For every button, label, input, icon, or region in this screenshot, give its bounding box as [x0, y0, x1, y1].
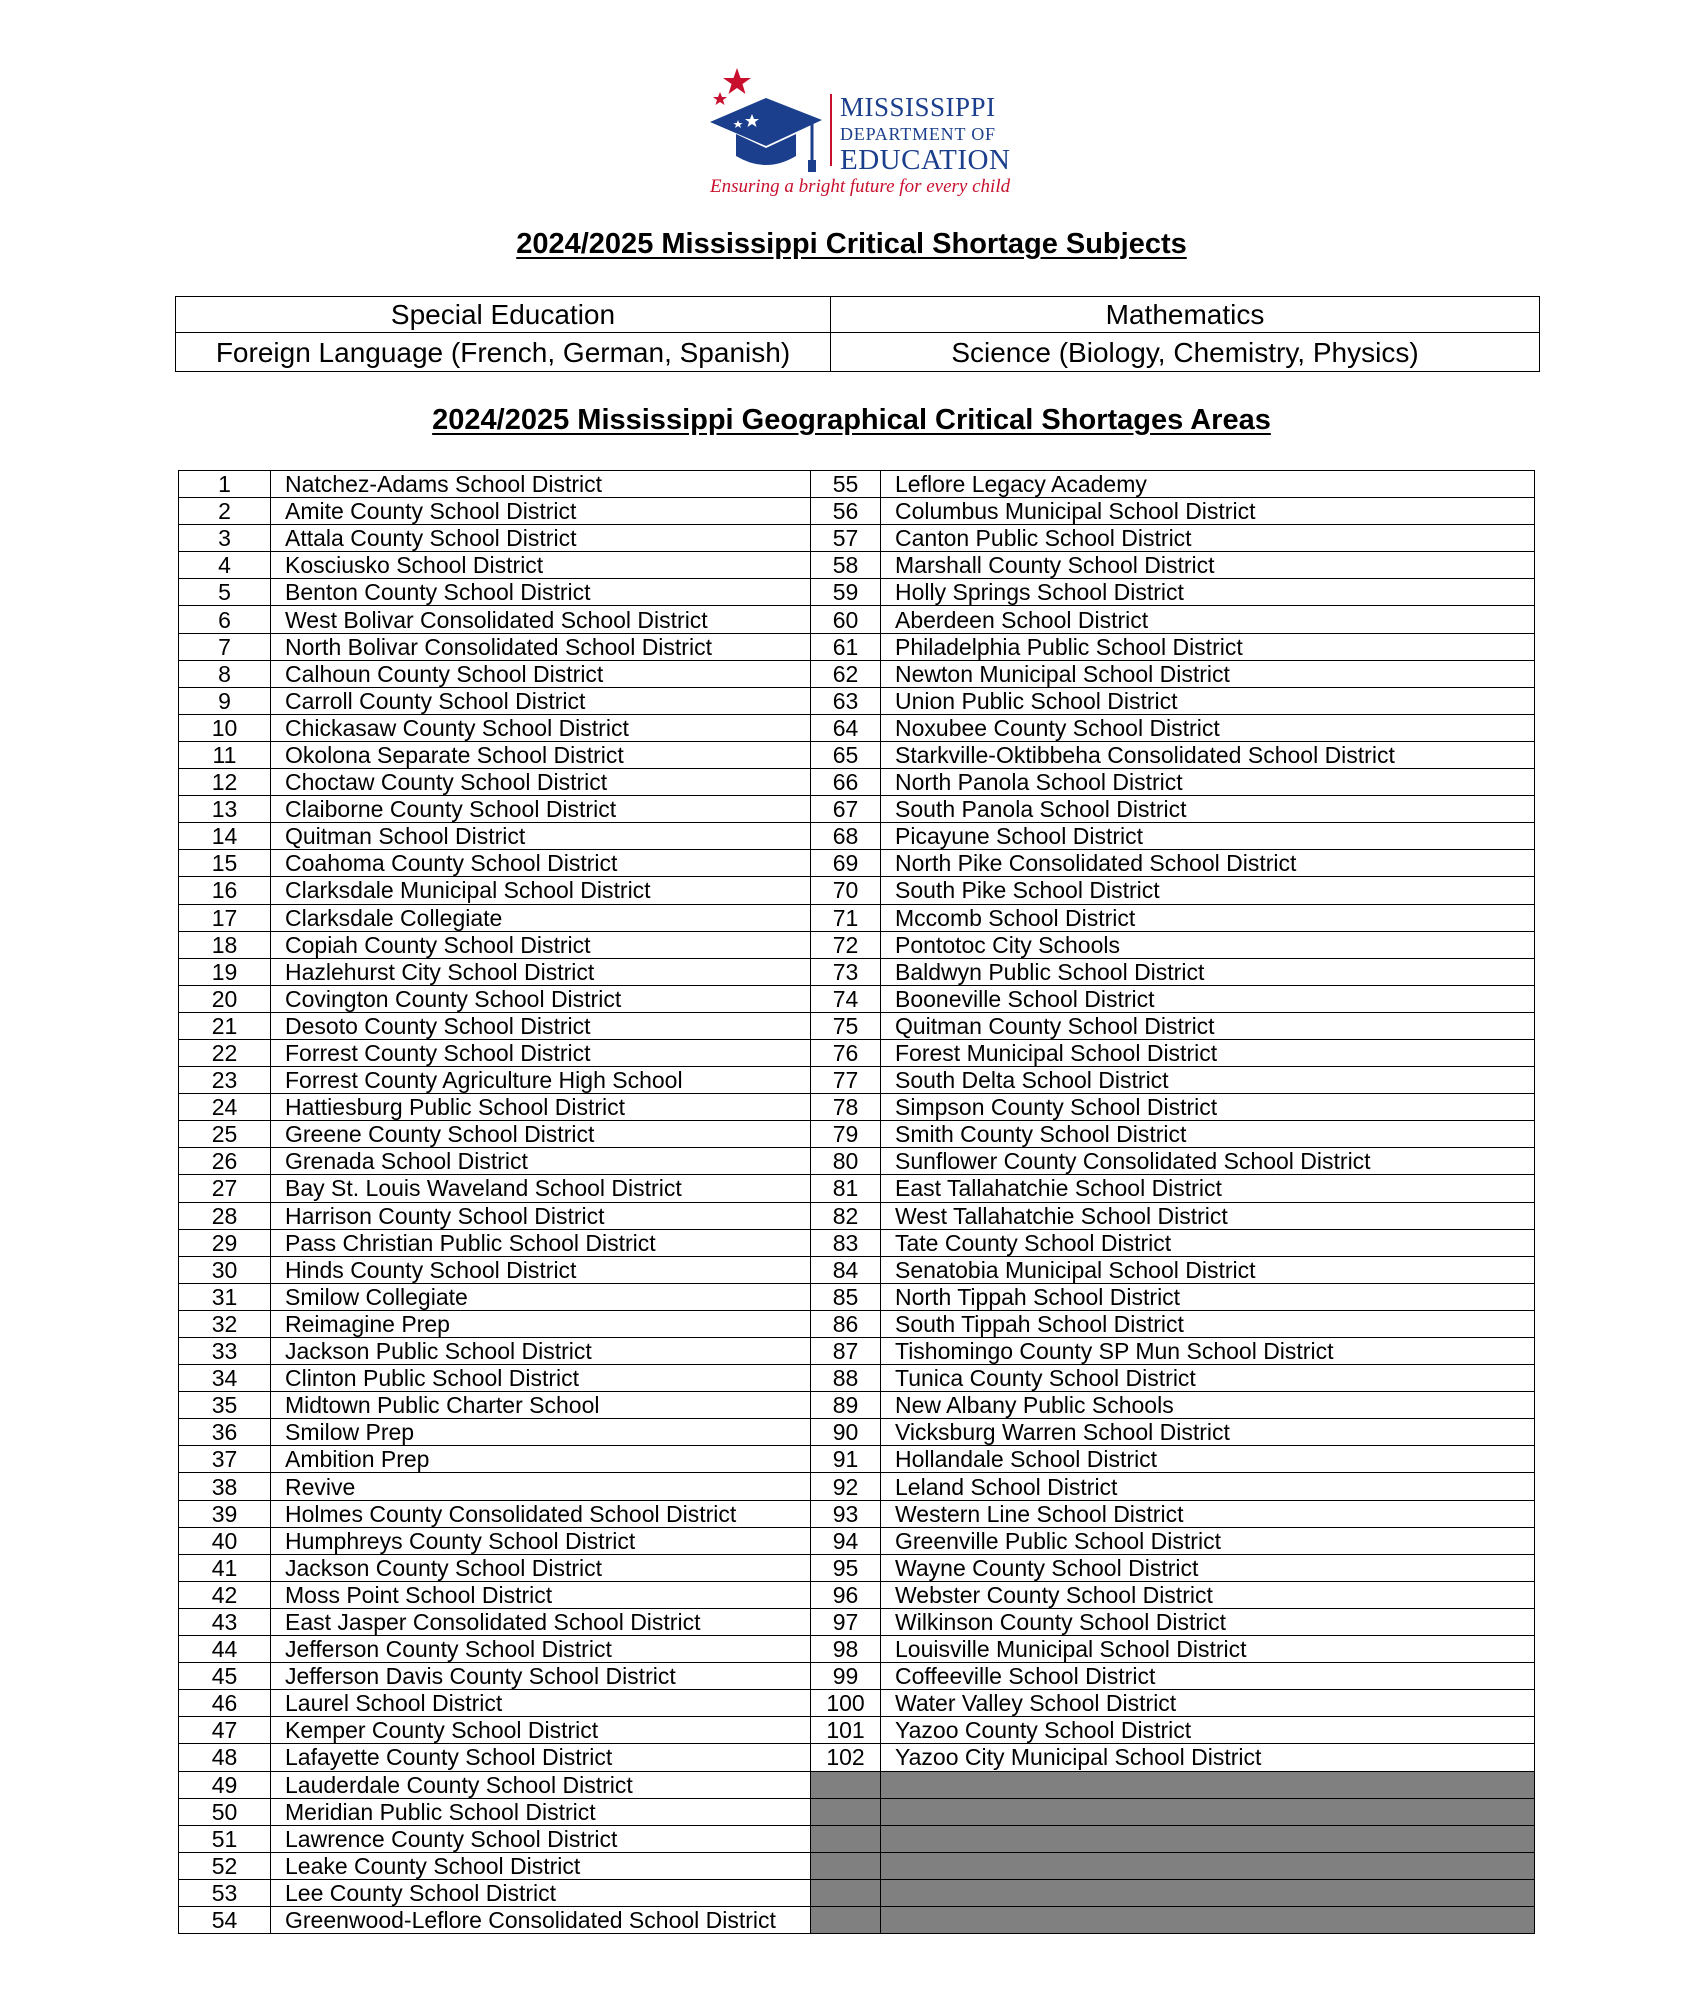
- district-name: Clarksdale Municipal School District: [271, 877, 811, 904]
- district-name: Natchez-Adams School District: [271, 471, 811, 498]
- table-row: [179, 1310, 1535, 1337]
- district-number: 52: [179, 1852, 271, 1879]
- district-name: Jackson County School District: [271, 1554, 811, 1581]
- district-name: Leake County School District: [271, 1852, 811, 1879]
- district-name: Hattiesburg Public School District: [271, 1094, 811, 1121]
- district-name: Booneville School District: [881, 985, 1535, 1012]
- district-number: 80: [811, 1148, 881, 1175]
- district-number: 58: [811, 552, 881, 579]
- table-row: [179, 1121, 1535, 1148]
- district-number: 82: [811, 1202, 881, 1229]
- district-number: 92: [811, 1473, 881, 1500]
- empty-cell: [881, 1852, 1535, 1879]
- district-name: Midtown Public Charter School: [271, 1392, 811, 1419]
- district-name: Quitman School District: [271, 823, 811, 850]
- district-name: Reimagine Prep: [271, 1310, 811, 1337]
- district-name: Leflore Legacy Academy: [881, 471, 1535, 498]
- table-row: [179, 1094, 1535, 1121]
- district-number: 27: [179, 1175, 271, 1202]
- table-row: [179, 1067, 1535, 1094]
- table-row: [179, 877, 1535, 904]
- district-name: Calhoun County School District: [271, 660, 811, 687]
- district-number: 60: [811, 606, 881, 633]
- district-number: 96: [811, 1581, 881, 1608]
- empty-cell: [811, 1852, 881, 1879]
- district-name: Greenville Public School District: [881, 1527, 1535, 1554]
- district-name: Union Public School District: [881, 687, 1535, 714]
- empty-cell: [811, 1798, 881, 1825]
- district-name: Coahoma County School District: [271, 850, 811, 877]
- district-number: 7: [179, 633, 271, 660]
- district-number: 67: [811, 796, 881, 823]
- subjects-heading: 2024/2025 Mississippi Critical Shortage Subjects: [516, 228, 1187, 260]
- subject-cell: Special Education: [176, 297, 831, 333]
- table-row: [179, 1744, 1535, 1771]
- district-number: 75: [811, 1012, 881, 1039]
- district-number: 68: [811, 823, 881, 850]
- district-name: Tishomingo County SP Mun School District: [881, 1338, 1535, 1365]
- table-row: [179, 931, 1535, 958]
- table-row: [179, 498, 1535, 525]
- district-number: 62: [811, 660, 881, 687]
- table-row: [179, 1771, 1535, 1798]
- district-name: Aberdeen School District: [881, 606, 1535, 633]
- district-number: 13: [179, 796, 271, 823]
- district-number: 19: [179, 958, 271, 985]
- district-name: Harrison County School District: [271, 1202, 811, 1229]
- district-name: Forest Municipal School District: [881, 1039, 1535, 1066]
- table-row: [179, 1338, 1535, 1365]
- district-name: Sunflower County Consolidated School District: [881, 1148, 1535, 1175]
- district-name: North Pike Consolidated School District: [881, 850, 1535, 877]
- district-number: 20: [179, 985, 271, 1012]
- district-number: 61: [811, 633, 881, 660]
- table-row: [179, 687, 1535, 714]
- district-number: 70: [811, 877, 881, 904]
- district-number: 4: [179, 552, 271, 579]
- district-number: 49: [179, 1771, 271, 1798]
- district-name: Holly Springs School District: [881, 579, 1535, 606]
- district-name: Benton County School District: [271, 579, 811, 606]
- table-row: [179, 1012, 1535, 1039]
- district-number: 71: [811, 904, 881, 931]
- table-row: [179, 1852, 1535, 1879]
- empty-cell: [881, 1771, 1535, 1798]
- district-number: 32: [179, 1310, 271, 1337]
- district-name: Simpson County School District: [881, 1094, 1535, 1121]
- district-number: 91: [811, 1446, 881, 1473]
- areas-heading: 2024/2025 Mississippi Geographical Critical Shortages Areas: [432, 404, 1271, 436]
- district-number: 74: [811, 985, 881, 1012]
- table-row: [179, 769, 1535, 796]
- table-row: [179, 1500, 1535, 1527]
- table-row: [179, 660, 1535, 687]
- district-name: Laurel School District: [271, 1690, 811, 1717]
- table-row: [179, 471, 1535, 498]
- district-number: 15: [179, 850, 271, 877]
- district-number: 30: [179, 1256, 271, 1283]
- district-number: 5: [179, 579, 271, 606]
- district-name: Meridian Public School District: [271, 1798, 811, 1825]
- district-name: West Bolivar Consolidated School District: [271, 606, 811, 633]
- district-number: 33: [179, 1338, 271, 1365]
- subject-cell: Science (Biology, Chemistry, Physics): [831, 333, 1540, 372]
- district-name: Moss Point School District: [271, 1581, 811, 1608]
- district-number: 10: [179, 714, 271, 741]
- district-name: Senatobia Municipal School District: [881, 1256, 1535, 1283]
- table-row: [179, 552, 1535, 579]
- table-row: [179, 1581, 1535, 1608]
- district-number: 63: [811, 687, 881, 714]
- table-row: [179, 1256, 1535, 1283]
- district-name: Smilow Prep: [271, 1419, 811, 1446]
- district-name: Kosciusko School District: [271, 552, 811, 579]
- star-icon: [723, 68, 751, 94]
- table-row: [179, 1446, 1535, 1473]
- district-name: South Tippah School District: [881, 1310, 1535, 1337]
- empty-cell: [811, 1879, 881, 1906]
- district-number: 57: [811, 525, 881, 552]
- district-name: Okolona Separate School District: [271, 741, 811, 768]
- district-name: Claiborne County School District: [271, 796, 811, 823]
- district-number: 48: [179, 1744, 271, 1771]
- district-name: Picayune School District: [881, 823, 1535, 850]
- district-number: 76: [811, 1039, 881, 1066]
- district-name: Mccomb School District: [881, 904, 1535, 931]
- district-number: 47: [179, 1717, 271, 1744]
- district-name: Copiah County School District: [271, 931, 811, 958]
- district-number: 28: [179, 1202, 271, 1229]
- district-name: Baldwyn Public School District: [881, 958, 1535, 985]
- district-number: 95: [811, 1554, 881, 1581]
- district-name: Jefferson County School District: [271, 1636, 811, 1663]
- district-name: North Bolivar Consolidated School District: [271, 633, 811, 660]
- district-number: 39: [179, 1500, 271, 1527]
- table-row: [179, 714, 1535, 741]
- table-row: [179, 1148, 1535, 1175]
- district-number: 11: [179, 741, 271, 768]
- district-number: 89: [811, 1392, 881, 1419]
- district-name: Smith County School District: [881, 1121, 1535, 1148]
- table-row: [179, 1039, 1535, 1066]
- district-name: Pontotoc City Schools: [881, 931, 1535, 958]
- district-name: Smilow Collegiate: [271, 1283, 811, 1310]
- district-number: 77: [811, 1067, 881, 1094]
- district-name: North Panola School District: [881, 769, 1535, 796]
- table-row: [179, 904, 1535, 931]
- logo-title-line2: DEPARTMENT OF: [840, 124, 996, 144]
- table-row: [179, 1392, 1535, 1419]
- table-row: [176, 297, 1540, 333]
- logo-divider: [830, 94, 832, 166]
- district-name: Carroll County School District: [271, 687, 811, 714]
- table-row: [179, 1202, 1535, 1229]
- district-number: 21: [179, 1012, 271, 1039]
- empty-cell: [811, 1906, 881, 1933]
- district-name: Holmes County Consolidated School District: [271, 1500, 811, 1527]
- district-number: 44: [179, 1636, 271, 1663]
- district-name: Wayne County School District: [881, 1554, 1535, 1581]
- table-row: [179, 796, 1535, 823]
- table-row: [179, 1419, 1535, 1446]
- district-name: Greene County School District: [271, 1121, 811, 1148]
- district-name: Revive: [271, 1473, 811, 1500]
- district-number: 87: [811, 1338, 881, 1365]
- district-name: Lauderdale County School District: [271, 1771, 811, 1798]
- table-row: [179, 525, 1535, 552]
- table-row: [179, 606, 1535, 633]
- district-name: Coffeeville School District: [881, 1663, 1535, 1690]
- district-number: 72: [811, 931, 881, 958]
- district-number: 17: [179, 904, 271, 931]
- district-name: Tunica County School District: [881, 1365, 1535, 1392]
- district-number: 84: [811, 1256, 881, 1283]
- district-name: Newton Municipal School District: [881, 660, 1535, 687]
- mde-logo: [708, 64, 1011, 204]
- district-name: Choctaw County School District: [271, 769, 811, 796]
- district-number: 88: [811, 1365, 881, 1392]
- district-name: North Tippah School District: [881, 1283, 1535, 1310]
- district-number: 51: [179, 1825, 271, 1852]
- district-number: 53: [179, 1879, 271, 1906]
- district-name: Leland School District: [881, 1473, 1535, 1500]
- district-number: 94: [811, 1527, 881, 1554]
- district-number: 64: [811, 714, 881, 741]
- subject-cell: Foreign Language (French, German, Spanish): [176, 333, 831, 372]
- district-number: 41: [179, 1554, 271, 1581]
- empty-cell: [881, 1798, 1535, 1825]
- table-row: [179, 823, 1535, 850]
- logo-title-line1: MISSISSIPPI: [840, 92, 996, 122]
- district-name: Hinds County School District: [271, 1256, 811, 1283]
- district-number: 6: [179, 606, 271, 633]
- empty-cell: [811, 1771, 881, 1798]
- district-name: Amite County School District: [271, 498, 811, 525]
- district-number: 83: [811, 1229, 881, 1256]
- table-row: [179, 1636, 1535, 1663]
- district-number: 54: [179, 1906, 271, 1933]
- table-row: [179, 985, 1535, 1012]
- district-name: Marshall County School District: [881, 552, 1535, 579]
- district-name: Western Line School District: [881, 1500, 1535, 1527]
- district-number: 24: [179, 1094, 271, 1121]
- district-number: 40: [179, 1527, 271, 1554]
- table-row: [179, 1663, 1535, 1690]
- table-row: [179, 1717, 1535, 1744]
- district-name: Vicksburg Warren School District: [881, 1419, 1535, 1446]
- district-name: Kemper County School District: [271, 1717, 811, 1744]
- graduation-cap-icon: [708, 64, 838, 174]
- district-name: Clarksdale Collegiate: [271, 904, 811, 931]
- table-row: [179, 1527, 1535, 1554]
- empty-cell: [881, 1879, 1535, 1906]
- district-name: Hollandale School District: [881, 1446, 1535, 1473]
- table-row: [176, 333, 1540, 372]
- district-name: Webster County School District: [881, 1581, 1535, 1608]
- district-number: 78: [811, 1094, 881, 1121]
- district-number: 90: [811, 1419, 881, 1446]
- district-name: Pass Christian Public School District: [271, 1229, 811, 1256]
- table-row: [179, 1825, 1535, 1852]
- empty-cell: [881, 1906, 1535, 1933]
- empty-cell: [811, 1825, 881, 1852]
- district-number: 31: [179, 1283, 271, 1310]
- district-number: 73: [811, 958, 881, 985]
- table-row: [179, 1473, 1535, 1500]
- logo-title-line3: EDUCATION: [840, 144, 1011, 176]
- district-name: Grenada School District: [271, 1148, 811, 1175]
- district-number: 18: [179, 931, 271, 958]
- district-name: Starkville-Oktibbeha Consolidated School District: [881, 741, 1535, 768]
- district-number: 50: [179, 1798, 271, 1825]
- table-row: [179, 1608, 1535, 1635]
- district-name: New Albany Public Schools: [881, 1392, 1535, 1419]
- table-row: [179, 1229, 1535, 1256]
- table-row: [179, 1906, 1535, 1933]
- district-number: 34: [179, 1365, 271, 1392]
- subject-cell: Mathematics: [831, 297, 1540, 333]
- table-row: [179, 1283, 1535, 1310]
- district-name: South Panola School District: [881, 796, 1535, 823]
- district-number: 1: [179, 471, 271, 498]
- district-number: 35: [179, 1392, 271, 1419]
- district-number: 42: [179, 1581, 271, 1608]
- district-name: East Jasper Consolidated School District: [271, 1608, 811, 1635]
- district-name: Covington County School District: [271, 985, 811, 1012]
- district-number: 29: [179, 1229, 271, 1256]
- district-number: 12: [179, 769, 271, 796]
- district-number: 100: [811, 1690, 881, 1717]
- district-number: 9: [179, 687, 271, 714]
- empty-cell: [881, 1825, 1535, 1852]
- district-name: Forrest County School District: [271, 1039, 811, 1066]
- district-number: 55: [811, 471, 881, 498]
- district-number: 46: [179, 1690, 271, 1717]
- table-row: [179, 1365, 1535, 1392]
- district-number: 56: [811, 498, 881, 525]
- district-number: 22: [179, 1039, 271, 1066]
- district-name: Greenwood-Leflore Consolidated School District: [271, 1906, 811, 1933]
- district-number: 38: [179, 1473, 271, 1500]
- table-row: [179, 1798, 1535, 1825]
- district-name: Clinton Public School District: [271, 1365, 811, 1392]
- district-name: Noxubee County School District: [881, 714, 1535, 741]
- table-row: [179, 579, 1535, 606]
- district-number: 81: [811, 1175, 881, 1202]
- district-name: East Tallahatchie School District: [881, 1175, 1535, 1202]
- district-name: Louisville Municipal School District: [881, 1636, 1535, 1663]
- district-name: Humphreys County School District: [271, 1527, 811, 1554]
- district-name: Water Valley School District: [881, 1690, 1535, 1717]
- table-row: [179, 1554, 1535, 1581]
- district-name: Quitman County School District: [881, 1012, 1535, 1039]
- district-name: Lee County School District: [271, 1879, 811, 1906]
- district-number: 45: [179, 1663, 271, 1690]
- district-number: 98: [811, 1636, 881, 1663]
- table-row: [179, 741, 1535, 768]
- district-number: 99: [811, 1663, 881, 1690]
- district-number: 86: [811, 1310, 881, 1337]
- district-name: Chickasaw County School District: [271, 714, 811, 741]
- district-number: 8: [179, 660, 271, 687]
- district-number: 3: [179, 525, 271, 552]
- table-row: [179, 633, 1535, 660]
- district-number: 65: [811, 741, 881, 768]
- district-number: 79: [811, 1121, 881, 1148]
- district-number: 43: [179, 1608, 271, 1635]
- district-name: Jefferson Davis County School District: [271, 1663, 811, 1690]
- district-name: Desoto County School District: [271, 1012, 811, 1039]
- districts-table: [178, 470, 1535, 1934]
- subjects-table: [175, 296, 1540, 372]
- district-name: Attala County School District: [271, 525, 811, 552]
- district-name: South Delta School District: [881, 1067, 1535, 1094]
- district-name: Lafayette County School District: [271, 1744, 811, 1771]
- district-name: Canton Public School District: [881, 525, 1535, 552]
- district-number: 36: [179, 1419, 271, 1446]
- district-name: Lawrence County School District: [271, 1825, 811, 1852]
- district-name: South Pike School District: [881, 877, 1535, 904]
- district-name: Philadelphia Public School District: [881, 633, 1535, 660]
- table-row: [179, 1879, 1535, 1906]
- table-row: [179, 850, 1535, 877]
- table-row: [179, 958, 1535, 985]
- table-row: [179, 1175, 1535, 1202]
- district-name: Hazlehurst City School District: [271, 958, 811, 985]
- district-number: 26: [179, 1148, 271, 1175]
- district-name: Bay St. Louis Waveland School District: [271, 1175, 811, 1202]
- district-number: 37: [179, 1446, 271, 1473]
- district-number: 23: [179, 1067, 271, 1094]
- district-number: 97: [811, 1608, 881, 1635]
- district-number: 93: [811, 1500, 881, 1527]
- district-number: 25: [179, 1121, 271, 1148]
- district-number: 14: [179, 823, 271, 850]
- district-name: Forrest County Agriculture High School: [271, 1067, 811, 1094]
- district-name: West Tallahatchie School District: [881, 1202, 1535, 1229]
- district-name: Yazoo County School District: [881, 1717, 1535, 1744]
- district-number: 2: [179, 498, 271, 525]
- district-number: 101: [811, 1717, 881, 1744]
- district-name: Tate County School District: [881, 1229, 1535, 1256]
- district-name: Yazoo City Municipal School District: [881, 1744, 1535, 1771]
- district-number: 66: [811, 769, 881, 796]
- district-name: Ambition Prep: [271, 1446, 811, 1473]
- table-row: [179, 1690, 1535, 1717]
- district-name: Wilkinson County School District: [881, 1608, 1535, 1635]
- logo-tagline: Ensuring a bright future for every child: [710, 176, 1011, 197]
- district-number: 85: [811, 1283, 881, 1310]
- district-number: 59: [811, 579, 881, 606]
- district-name: Columbus Municipal School District: [881, 498, 1535, 525]
- district-number: 69: [811, 850, 881, 877]
- district-name: Jackson Public School District: [271, 1338, 811, 1365]
- district-number: 16: [179, 877, 271, 904]
- district-number: 102: [811, 1744, 881, 1771]
